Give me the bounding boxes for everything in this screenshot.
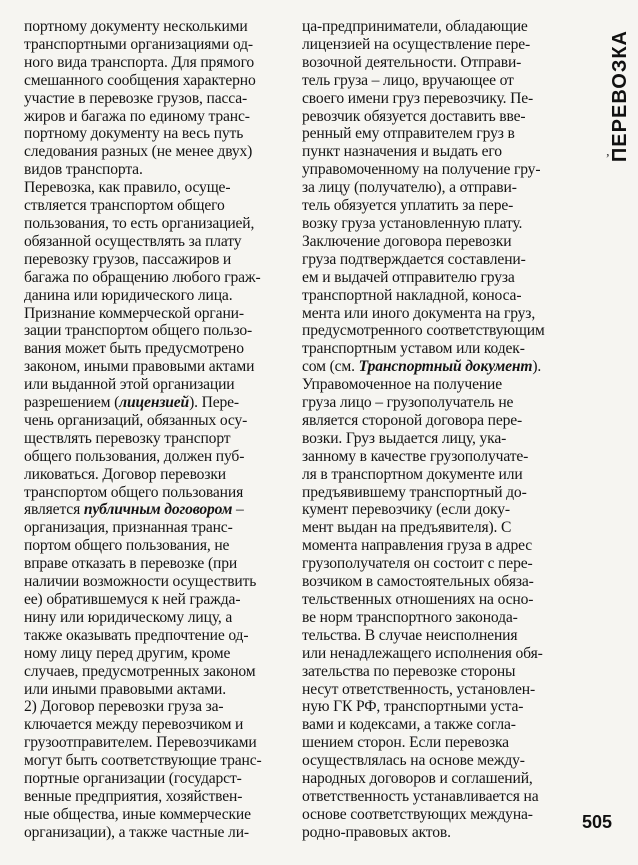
print-speck-icon: ʼ (605, 152, 610, 167)
right-paragraph-2-text-b: ). (532, 358, 542, 376)
right-paragraph-2 (302, 233, 565, 376)
running-head: ПЕРЕВОЗКА (609, 30, 631, 163)
page-number: 505 (581, 812, 612, 832)
left-paragraph-2-text-c: – организация, признанная транс- портом общего пользования, не вправе отказать в перевозке (при наличии возможности осуществить ее) обратившемуся к ней гражда- нину или юридическому лицу, а также оказывать предпочтение од- ному лицу перед другим, кроме случаев, предусмотренных законом или иными правовыми актами. (24, 501, 257, 698)
left-paragraph-2-text-a: Перевозка, как правило, осуще- ствляется транспортом общего пользования, то есть организацией, обязанной осуществлять за плату перевозку грузов, пассажиров и багажа по обращению любого граж- данина или юридического лица. Признание коммерческой органи- зации транспортом общего пользо- вания может быть предусмотрено законом, иными правовыми актами или выданной этой организации разрешением ( (24, 179, 261, 412)
right-column (302, 18, 565, 842)
left-column (24, 18, 286, 842)
left-paragraph-2-text-b: ). Пере- чень организаций, обязанных осу- ществлять перевозку транспорт общего пользования, должен пуб- ликоваться. Договор перевозки транспортом общего пользования является (24, 394, 248, 519)
cross-reference-transport-document[interactable]: Транспортный документ (358, 358, 533, 376)
right-paragraph-1: ца-предприниматели, обладающие лицензией на осуществление пере- возочной деятельности. Отправи- тель груза – лицо, вручающее от своего имени груз перевозчику. Пе- ревозчик обязуется доставить вве- ренный ему отправителем груз в пункт назначения и выдать его управомоченному на получение гру- за лицу (получателю), а отправи- тель обязуется уплатить за пере- возку груза установленную плату. (302, 18, 541, 232)
right-paragraph-2-text-a: Заключение договора перевозки груза подтверждается составлени- ем и выдачей отправителю груза транспортной накладной, коноса- мента или иного документа на груз, предусмотренного соответствующим транспортным уставом или кодек- сом (см. (302, 232, 545, 376)
left-paragraph-2 (24, 179, 286, 698)
term-public-contract: публичным договором (83, 501, 233, 519)
right-paragraph-3: Управомоченное на получение груза лицо – грузополучатель не является стороной договора пере- возки. Груз выдается лицу, ука- занному в качестве грузополучате- ля в транспортном документе или предъявившему транспортный до- кумент перевозчику (если доку- мент выдан на предъявителя). С момента направления груза в адрес грузополучателя он состоит с пере- возчиком в самостоятельных обяза- тельственных отношениях на осно- ве норм транспортного законода- тельства. В случае неисполнения или ненадлежащего исполнения обя- зательства по перевозке стороны несут ответственность, установлен- ную ГК РФ, транспортными уста- вами и кодексами, а также согла- шением сторон. Если перевозка осуществлялась на основе между- народных договоров и соглашений, ответственность устанавливается на основе соответствующих междуна- родно-правовых актов. (302, 376, 543, 841)
left-paragraph-3: 2) Договор перевозки груза за- ключается между перевозчиком и грузоотправителем. Перевозчиками могут быть соответствующие транс- портные организации (государст- венные предприятия, хозяйствен- ные общества, иные коммерческие организации), а также частные ли- (24, 698, 262, 841)
term-license: лицензией (119, 394, 190, 412)
left-paragraph-1: портному документу несколькими транспортными организациями од- ного вида транспорта. Для прямого смешанного сообщения характерно участие в перевозке грузов, пасса- жиров и багажа по единому транс- портному документу на весь путь следования разных (не менее двух) видов транспорта. (24, 18, 256, 179)
